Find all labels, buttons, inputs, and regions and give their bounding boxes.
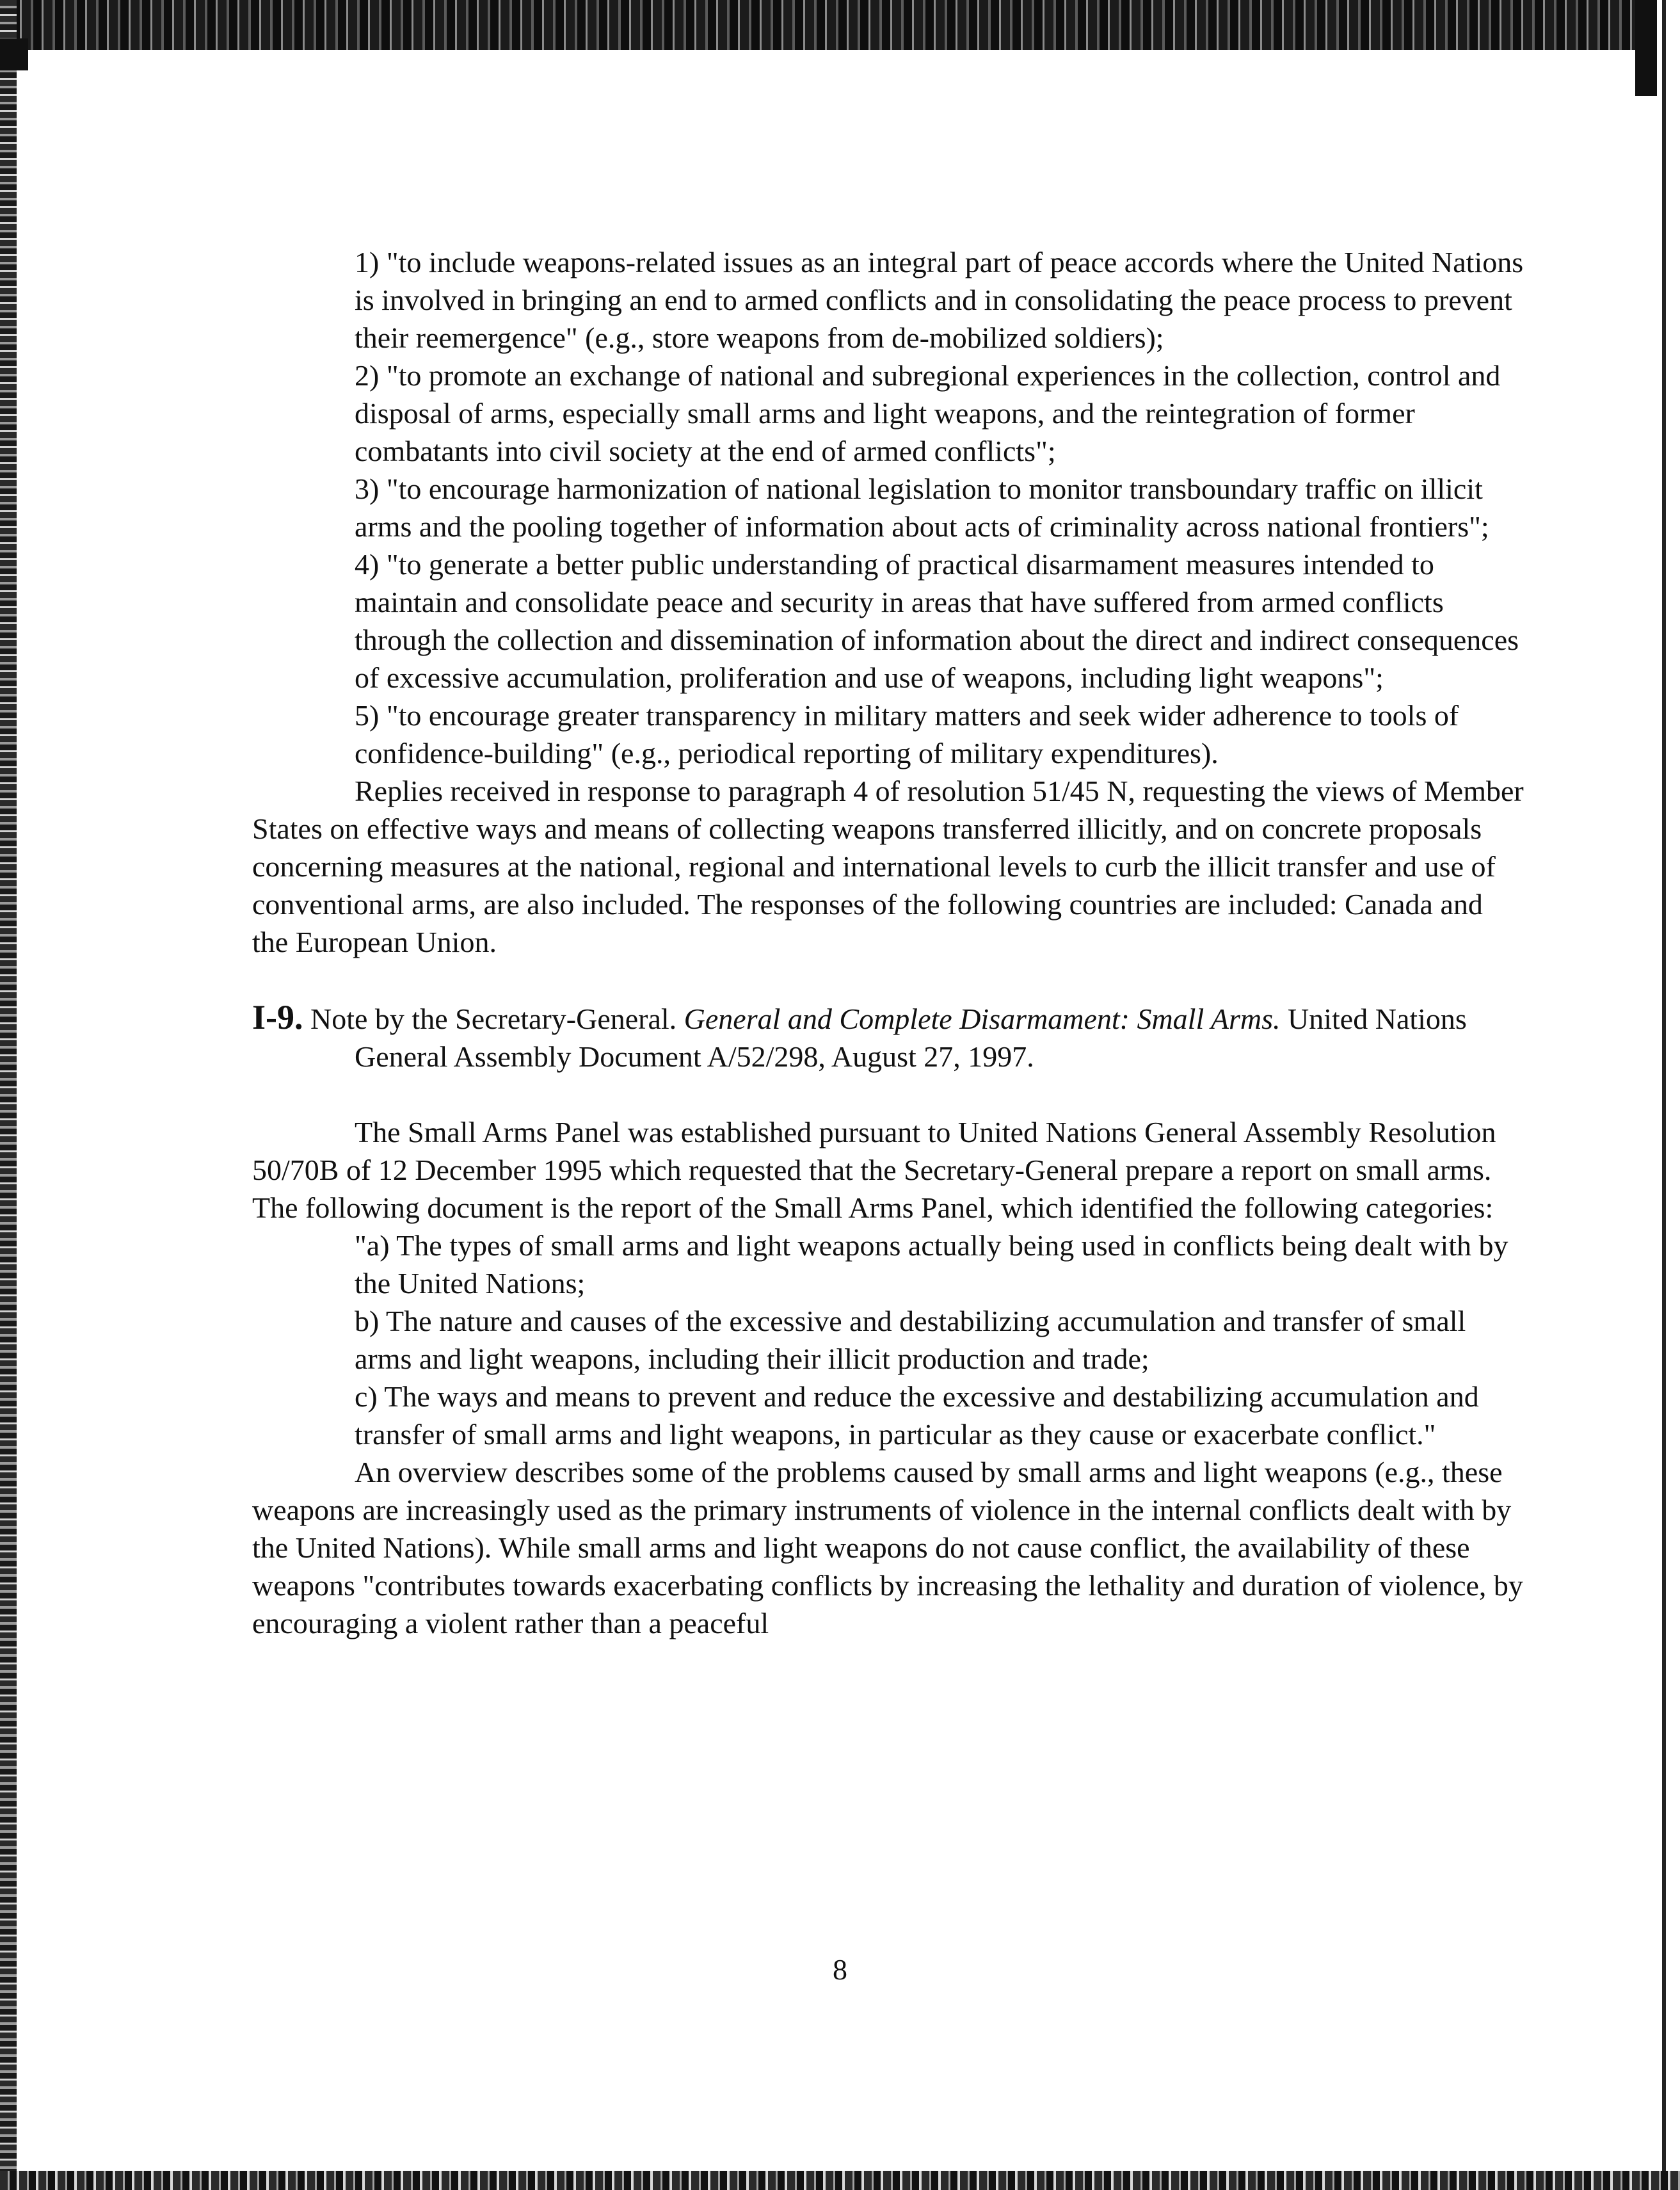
- list-item-5: 5) "to encourage greater transparency in military matters and seek wider adherence to tools of confidence-building" (e.g., periodical reporting of military expenditures).: [355, 699, 1459, 769]
- page-number: 8: [833, 1953, 847, 1986]
- entry-number: I-9.: [252, 998, 303, 1036]
- scan-border-left: [0, 0, 17, 2190]
- panel-paragraph: The Small Arms Panel was established pursuant to United Nations General Assembly Resolution 50/70B of 12 December 1995 which requested that the Secretary-General prepare a report on small arms. The following document is the report of the Small Arms Panel, which identified the following categories:: [252, 1116, 1496, 1224]
- scan-mark-left: [0, 38, 28, 70]
- category-b: b) The nature and causes of the excessive and destabilizing accumulation and transfer of small arms and light weapons, including their illicit production and trade;: [355, 1305, 1466, 1375]
- scan-border-bottom: [0, 2171, 1680, 2190]
- entry-source: United Nations General Assembly Document A/52/298, August 27, 1997.: [355, 1002, 1467, 1073]
- replies-paragraph: Replies received in response to paragraph 4 of resolution 51/45 N, requesting the views of Member States on effective ways and means of collecting weapons transferred illicitly, and on concrete proposals concerning measures at the national, regional and international levels to curb the illicit transfer and use of conventional arms, are also included. The responses of the following countries are included: Canada and the European Union.: [252, 775, 1524, 958]
- scan-border-top: [0, 0, 1680, 50]
- list-item-2: 2) "to promote an exchange of national and subregional experiences in the collection, control and disposal of arms, especially small arms and light weapons, and the reintegration of former combatants into civil society at the end of armed conflicts";: [355, 359, 1501, 467]
- entry-author: Note by the Secretary-General.: [310, 1002, 677, 1035]
- document-body: [252, 243, 1526, 1642]
- list-item-4: 4) "to generate a better public understanding of practical disarmament measures intended to maintain and consolidate peace and security in areas that have suffered from armed conflicts through the collection and dissemination of information about the direct and indirect consequences of excessive accumulation, proliferation and use of weapons, including light weapons";: [355, 548, 1519, 694]
- list-item-1: 1) "to include weapons-related issues as an integral part of peace accords where the United Nations is involved in bringing an end to armed conflicts and in consolidating the peace process to prevent their reemergence" (e.g., store weapons from de-mobilized soldiers);: [355, 246, 1524, 354]
- entry-title: General and Complete Disarmament: Small Arms.: [684, 1002, 1281, 1035]
- category-c: c) The ways and means to prevent and reduce the excessive and destabilizing accumulation and transfer of small arms and light weapons, in particular as they cause or exacerbate conflict.": [355, 1380, 1479, 1451]
- overview-paragraph: An overview describes some of the problems caused by small arms and light weapons (e.g., these weapons are increasingly used as the primary instruments of violence in the internal conflicts dealt with by the United Nations). While small arms and light weapons do not cause conflict, the availability of these weapons "contributes towards exacerbating conflicts by increasing the lethality and duration of violence, by encouraging a violent rather than a peaceful: [252, 1456, 1523, 1639]
- list-item-3: 3) "to encourage harmonization of national legislation to monitor transboundary traffic on illicit arms and the pooling together of information about acts of criminality across national frontiers";: [355, 472, 1489, 543]
- scan-border-right: [1657, 0, 1680, 2190]
- entry-heading: [252, 999, 1526, 1075]
- category-a: "a) The types of small arms and light weapons actually being used in conflicts being dealt with by the United Nations;: [355, 1229, 1508, 1300]
